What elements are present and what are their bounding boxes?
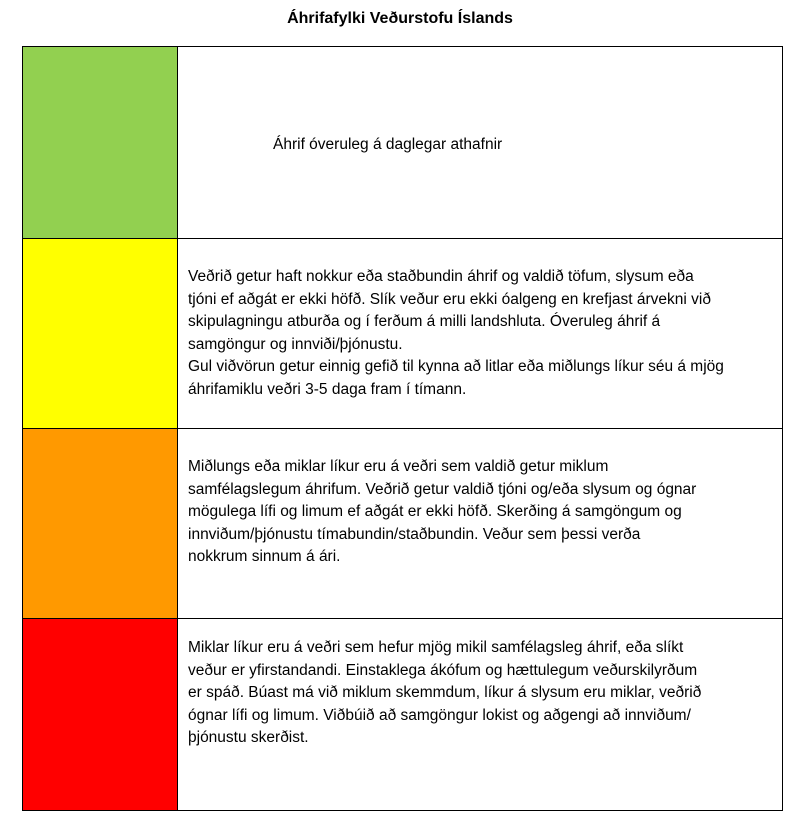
description-line: Gul viðvörun getur einnig gefið til kynna að litlar eða miðlungs líkur séu á mjög — [188, 358, 724, 375]
description-line: skipulagningu atburða og í ferðum á milli landshluta. Óveruleg áhrif á — [188, 313, 661, 330]
description-line: áhrifamiklu veðri 3-5 daga fram í tímann. — [188, 380, 467, 398]
description-line: Áhrif óveruleg á daglegar athafnir — [273, 136, 503, 153]
description-line: samfélagslegum áhrifum. Veðrið getur valdið tjóni og/eða slysum og ógnar — [188, 480, 697, 498]
green-level-description — [178, 47, 783, 239]
orange-level-description — [178, 429, 783, 619]
description-line: veður er yfirstandandi. Einstaklega ákófum og hættulegum veðurskilyrðum — [188, 661, 698, 679]
description-line: tjóni ef aðgát er ekki höfð. Slík veður eru ekki óalgeng en krefjast árvekni við — [188, 290, 711, 308]
description-line: Miðlungs eða miklar líkur eru á veðri sem valdið getur miklum — [188, 458, 609, 475]
red-level-description — [178, 619, 783, 811]
description-line: mögulega lífi og limum ef aðgát er ekki höfð. Skerðing á samgöngum og — [188, 503, 682, 520]
impact-row-green — [23, 47, 783, 239]
document-title: Áhrifafylki Veðurstofu Íslands — [287, 10, 513, 27]
impact-row-red — [23, 619, 783, 811]
yellow-level-swatch — [23, 239, 178, 429]
impact-row-yellow — [23, 239, 783, 429]
description-line: Veðrið getur haft nokkur eða staðbundin áhrif og valdið töfum, slysum eða — [188, 268, 694, 285]
description-line: ógnar lífi og limum. Viðbúið að samgöngur lokist og aðgengi að innviðum/ — [188, 706, 691, 724]
description-line: þjónustu skerðist. — [188, 729, 309, 746]
description-line: nokkrum sinnum á ári. — [188, 548, 341, 565]
orange-level-swatch — [23, 429, 178, 619]
red-level-swatch — [23, 619, 178, 811]
description-line: samgöngur og innviði/þjónustu. — [188, 335, 403, 353]
description-line: Miklar líkur eru á veðri sem hefur mjög mikil samfélagsleg áhrif, eða slíkt — [188, 639, 684, 656]
description-line: innviðum/þjónustu tímabundin/staðbundin. Veður sem þessi verða — [188, 525, 641, 543]
description-line: er spáð. Búast má við miklum skemmdum, líkur á slysum eru miklar, veðrið — [188, 684, 702, 701]
green-level-swatch — [23, 47, 178, 239]
impact-row-orange — [23, 429, 783, 619]
impact-matrix-table — [22, 46, 783, 811]
yellow-level-description — [178, 239, 783, 429]
